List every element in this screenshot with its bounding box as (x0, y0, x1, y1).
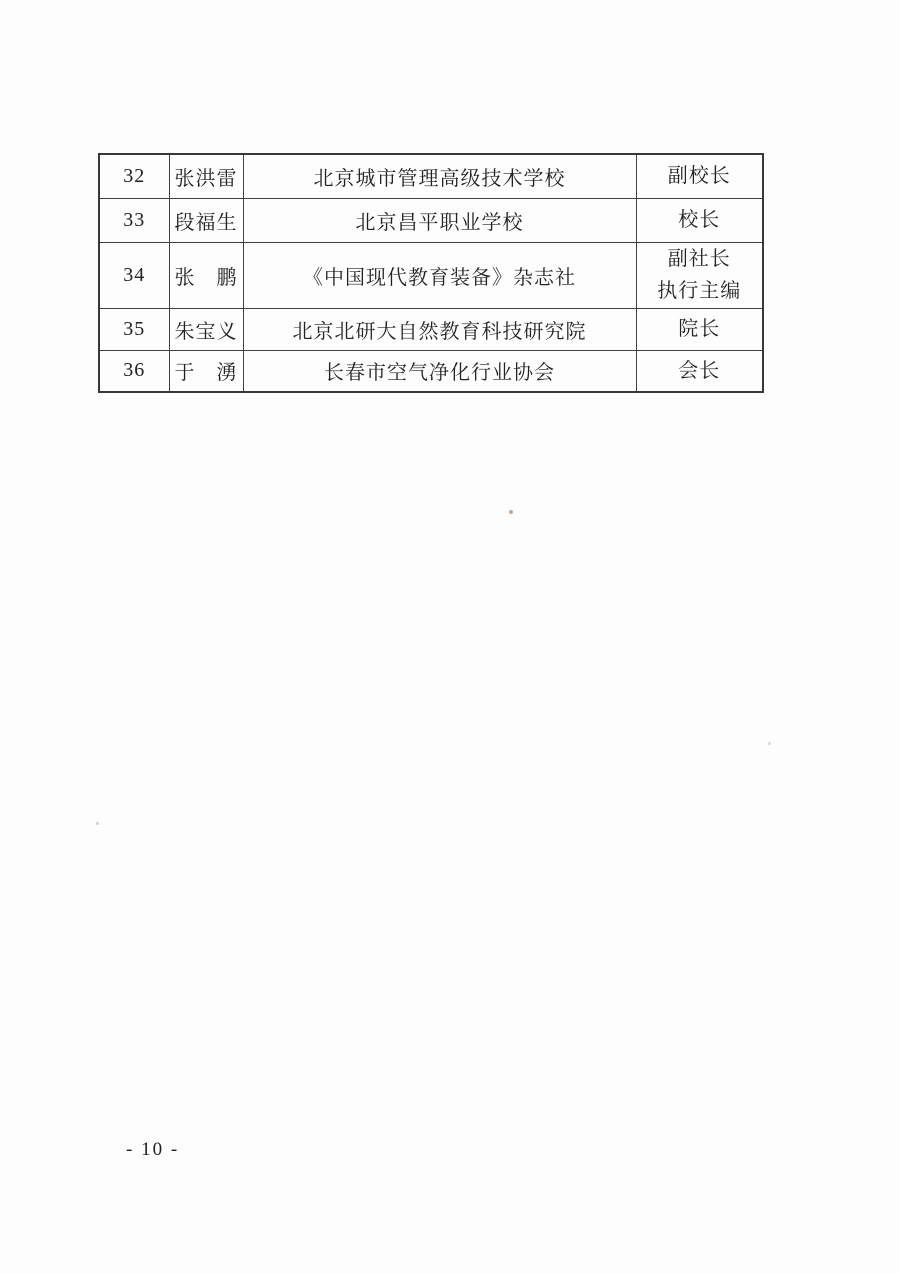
cell-number: 33 (99, 198, 169, 242)
title-line-1: 副社长 (667, 248, 731, 270)
title-line-1: 副校长 (667, 165, 731, 188)
roster-table-body (99, 154, 763, 392)
scan-speck (509, 510, 513, 514)
cell-name: 张 鹏 (169, 242, 243, 308)
cell-name: 段福生 (169, 198, 243, 242)
page-number: - 10 - (126, 1139, 180, 1160)
table-row (99, 308, 763, 350)
cell-name: 于 湧 (169, 350, 243, 392)
cell-number: 32 (99, 154, 169, 198)
cell-number: 36 (99, 350, 169, 392)
cell-title (636, 350, 763, 392)
cell-organization: 长春市空气净化行业协会 (243, 350, 636, 392)
title-line-2: 执行主编 (657, 280, 742, 302)
title-line-1: 校长 (678, 209, 721, 231)
cell-title (636, 308, 763, 350)
table-row (99, 154, 763, 198)
table-row (99, 198, 763, 242)
table-row (99, 350, 763, 392)
title-line-1: 会长 (678, 359, 721, 382)
cell-name: 张洪雷 (169, 154, 243, 198)
cell-number: 34 (99, 242, 169, 308)
cell-name: 朱宝义 (169, 308, 243, 350)
title-line-1: 院长 (678, 318, 721, 340)
scan-speck (96, 822, 99, 825)
scan-speck (768, 742, 771, 745)
cell-title (636, 154, 763, 198)
cell-organization: 北京北研大自然教育科技研究院 (243, 308, 636, 350)
cell-organization: 北京城市管理高级技术学校 (243, 154, 636, 198)
cell-organization: 北京昌平职业学校 (243, 198, 636, 242)
cell-title (636, 242, 763, 308)
cell-title (636, 198, 763, 242)
cell-organization: 《中国现代教育装备》杂志社 (243, 242, 636, 308)
roster-table (98, 153, 764, 393)
table-row (99, 242, 763, 308)
cell-number: 35 (99, 308, 169, 350)
